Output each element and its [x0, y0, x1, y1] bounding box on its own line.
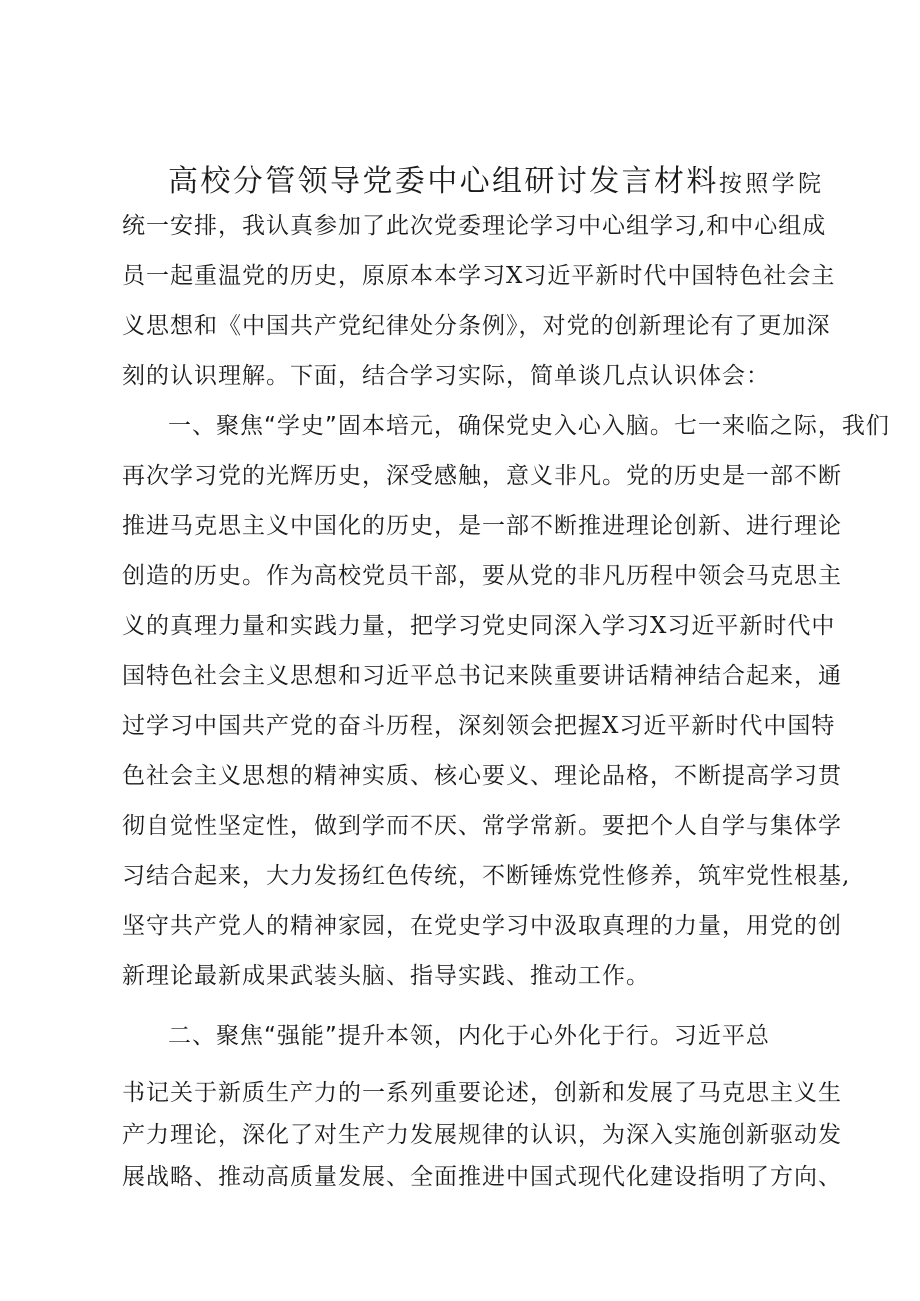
section2-line: 书记关于新质生产力的一系列重要论述，创新和发展了马克思主义生: [122, 1080, 842, 1106]
document-title: 高校分管领导党委中心组研讨发言材料: [168, 164, 719, 199]
section1-line: 习结合起来，大力发扬红色传统，不断锤炼党性修养，筑牢党性根基,: [122, 863, 851, 889]
section1-line: 过学习中国共产党的奋斗历程，深刻领会把握X习近平新时代中国特: [122, 713, 836, 739]
section2-heading: 二、聚焦“强能”提升本领，内化于心外化于行。: [168, 1023, 674, 1049]
section2-first-line: [168, 1016, 822, 1056]
section1-line: 色社会主义思想的精神实质、核心要义、理论品格，不断提高学习贯: [122, 763, 842, 789]
intro-line: 刻的认识理解。下面，结合学习实际，简单谈几点认识体会：: [122, 363, 770, 389]
section1-text: 七一来临之际，我们: [673, 413, 890, 439]
section1-line: 创造的历史。作为高校党员干部，要从党的非凡历程中领会马克思主: [122, 563, 842, 589]
section1-first-line: [168, 406, 890, 446]
intro-line: 统一安排，我认真参加了此次党委理论学习中心组学习,和中心组成: [122, 213, 827, 239]
section2-text: 习近平总: [673, 1023, 770, 1049]
section1-line: 新理论最新成果武装头脑、指导实践、推动工作。: [122, 963, 650, 989]
intro-text: 按照学院: [718, 171, 823, 197]
section2-line: 展战略、推动高质量发展、全面推进中国式现代化建设指明了方向、: [122, 1164, 842, 1190]
section2-line: 产力理论，深化了对生产力发展规律的认识，为深入实施创新驱动发: [122, 1122, 842, 1148]
section1-line: 坚守共产党人的精神家园，在党史学习中汲取真理的力量，用党的创: [122, 913, 842, 939]
section1-line: 推进马克思主义中国化的历史，是一部不断推进理论创新、进行理论: [122, 513, 842, 539]
section1-line: 再次学习党的光辉历史，深受感触，意义非凡。党的历史是一部不断: [122, 463, 842, 489]
section1-line: 国特色社会主义思想和习近平总书记来陕重要讲话精神结合起来，通: [122, 663, 842, 689]
title-line: [168, 160, 822, 204]
section1-heading: 一、聚焦“学史”固本培元，确保党史入心入脑。: [168, 413, 674, 439]
intro-line: 义思想和《中国共产党纪律处分条例》，对党的创新理论有了更加深: [122, 313, 831, 339]
section1-line: 彻自觉性坚定性，做到学而不厌、常学常新。要把个人自学与集体学: [122, 813, 842, 839]
section1-line: 义的真理力量和实践力量，把学习党史同深入学习X习近平新时代中: [122, 613, 836, 639]
intro-line: 员一起重温党的历史，原原本本学习X习近平新时代中国特色社会主: [122, 263, 836, 289]
